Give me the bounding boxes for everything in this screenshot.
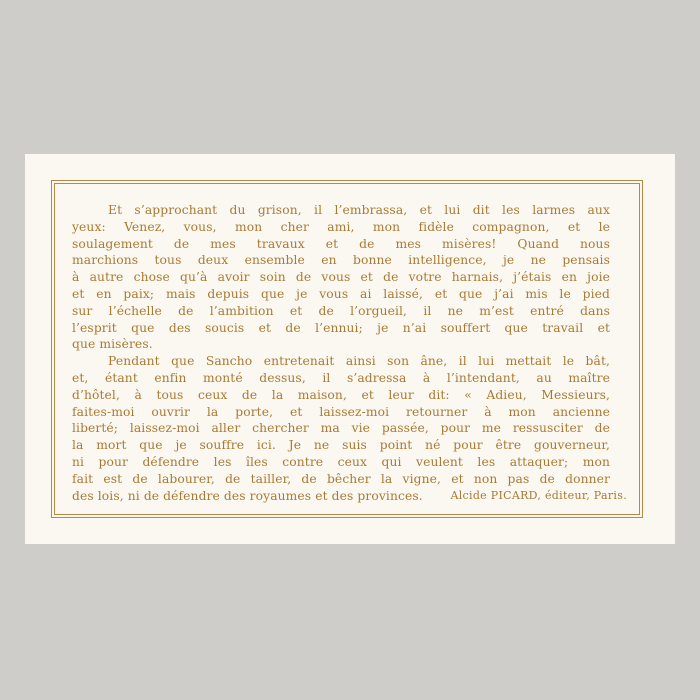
- text-line: et, étant enfin monté dessus, il s’adressa à l’intendant, au maître: [72, 370, 610, 385]
- text-line: et en paix; mais depuis que je vous ai laissé, et que j’ai mis le pied: [72, 286, 610, 301]
- card-text: [72, 202, 610, 504]
- text-line: fait est de labourer, de tailler, de bêcher la vigne, et non pas de donner: [72, 471, 610, 486]
- publisher-credit: Alcide PICARD, éditeur, Paris.: [450, 489, 627, 502]
- text-line: liberté; laissez-moi aller chercher ma vie passée, pour me ressusciter de: [72, 421, 610, 436]
- text-line: sur l’échelle de l’ambition et de l’orgueil, il ne m’est entré dans: [72, 303, 610, 318]
- text-line: Et s’approchant du grison, il l’embrassa, et lui dit les larmes aux: [108, 203, 610, 217]
- text-line: la mort que je souffre ici. Je ne suis point né pour être gouverneur,: [72, 438, 610, 453]
- printed-card: [25, 154, 675, 544]
- paragraph-1: [72, 202, 610, 353]
- text-line: Pendant que Sancho entretenait ainsi son âne, il lui mettait le bât,: [108, 354, 610, 369]
- text-line: faites-moi ouvrir la porte, et laissez-moi retourner à mon ancienne: [72, 404, 610, 419]
- text-line: que misères.: [72, 337, 153, 352]
- text-line: des lois, ni de défendre des royaumes et des provinces.: [72, 488, 423, 503]
- text-line: soulagement de mes travaux et de mes misères! Quand nous: [72, 236, 610, 251]
- text-line: l’esprit que des soucis et de l’ennui; je n’ai souffert que travail et: [72, 320, 610, 335]
- paragraph-2: [72, 353, 610, 504]
- text-line: yeux: Venez, vous, mon cher ami, mon fidèle compagnon, et le: [72, 219, 610, 234]
- text-line: à autre chose qu’à avoir soin de vous et de votre harnais, j’étais en joie: [72, 270, 610, 285]
- text-line: ni pour défendre les îles contre ceux qui veulent les attaquer; mon: [72, 454, 610, 469]
- text-line: d’hôtel, à tous ceux de la maison, et leur dit: « Adieu, Messieurs,: [72, 387, 610, 402]
- border-frame: [51, 180, 643, 518]
- text-line: marchions tous deux ensemble en bonne intelligence, je ne pensais: [72, 253, 610, 268]
